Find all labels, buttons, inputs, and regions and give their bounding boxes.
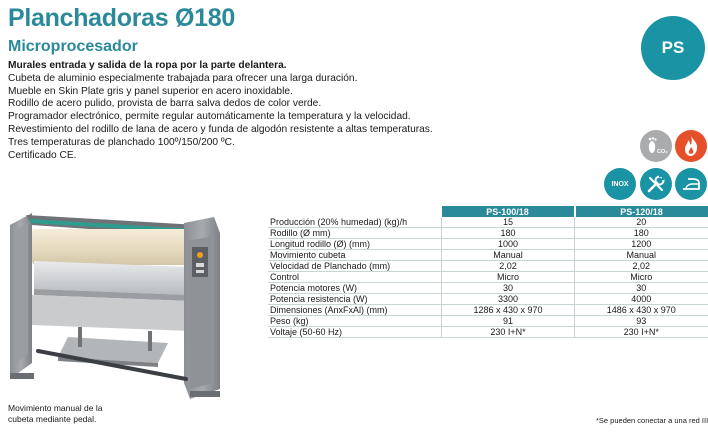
row-label: Potencia resistencia (W)	[268, 294, 442, 305]
row-label: Rodillo (Ø mm)	[268, 228, 442, 239]
description-line: Certificado CE.	[8, 149, 77, 161]
table-row	[268, 283, 708, 294]
row-value: Manual	[442, 250, 575, 261]
table-row	[268, 316, 708, 327]
model-badge: PS	[641, 16, 705, 80]
row-label: Peso (kg)	[268, 316, 442, 327]
description-lead: Murales entrada y salida de la ropa por la parte delantera.	[8, 60, 287, 71]
table-row	[268, 294, 708, 305]
row-value: 2,02	[575, 261, 708, 272]
row-value: 3300	[442, 294, 575, 305]
row-value: 1000	[442, 239, 575, 250]
description-line: Mueble en Skin Plate gris y panel superior en acero inoxidable.	[8, 85, 293, 97]
table-row	[268, 250, 708, 261]
image-caption: Movimiento manual de la cubeta mediante pedal.	[8, 403, 103, 424]
row-label: Potencia motores (W)	[268, 283, 442, 294]
row-value: 180	[575, 228, 708, 239]
row-value: 230 I+N*	[442, 327, 575, 338]
row-label: Voltaje (50-60 Hz)	[268, 327, 442, 338]
row-label: Longitud rodillo (Ø) (mm)	[268, 239, 442, 250]
table-row	[268, 327, 708, 338]
description-line: Rodillo de acero pulido, provista de barra salva dedos de color verde.	[8, 98, 322, 110]
table-row	[268, 217, 708, 228]
row-value: Micro	[575, 272, 708, 283]
table-header-empty	[268, 206, 442, 217]
row-value: 2,02	[442, 261, 575, 272]
page-subtitle: Microprocesador	[8, 38, 138, 55]
row-value: 93	[575, 316, 708, 327]
row-value: 91	[442, 316, 575, 327]
table-row	[268, 239, 708, 250]
row-value: 15	[442, 217, 575, 228]
tools-icon	[640, 168, 672, 200]
ironer-machine-image	[8, 203, 222, 399]
eco-text: CO₂	[657, 149, 668, 155]
table-row	[268, 272, 708, 283]
column-header-ps100: PS-100/18	[442, 206, 575, 217]
row-value: 30	[575, 283, 708, 294]
row-label: Movimiento cubeta	[268, 250, 442, 261]
inox-label: INOX	[611, 180, 629, 188]
description-line: Cubeta de aluminio especialmente trabajada para ofrecer una larga duración.	[8, 72, 358, 84]
row-value: 20	[575, 217, 708, 228]
inox-icon	[604, 168, 636, 200]
footnote: *Se pueden conectar a una red III	[596, 416, 708, 425]
row-value: Manual	[575, 250, 708, 261]
row-value: 180	[442, 228, 575, 239]
table-header-row	[268, 206, 708, 217]
product-description	[8, 60, 478, 162]
table-row	[268, 305, 708, 316]
specs-table	[268, 206, 708, 338]
row-label: Dimensiones (AnxFxAl) (mm)	[268, 305, 442, 316]
description-line: Tres temperaturas de planchado 100º/150/200 ºC.	[8, 136, 235, 148]
table-row	[268, 261, 708, 272]
row-label: Producción (20% humedad) (kg)/h	[268, 217, 442, 228]
description-line: Revestimiento del rodillo de lana de acero y funda de algodón resistente a altas temperaturas.	[8, 123, 433, 135]
row-label: Control	[268, 272, 442, 283]
page-title: Planchadoras Ø180	[8, 4, 235, 32]
eco-footprint-icon	[640, 130, 672, 162]
row-value: 30	[442, 283, 575, 294]
column-header-ps120: PS-120/18	[575, 206, 708, 217]
iron-icon	[675, 168, 707, 200]
row-value: 1200	[575, 239, 708, 250]
row-value: 230 I+N*	[575, 327, 708, 338]
flame-icon	[675, 130, 707, 162]
row-value: 1486 x 430 x 970	[575, 305, 708, 316]
row-value: 4000	[575, 294, 708, 305]
row-value: Micro	[442, 272, 575, 283]
table-row	[268, 228, 708, 239]
description-line: Programador electrónico, permite regular automáticamente la temperatura y la velocidad.	[8, 111, 411, 123]
row-value: 1286 x 430 x 970	[442, 305, 575, 316]
row-label: Velocidad de Planchado (mm)	[268, 261, 442, 272]
